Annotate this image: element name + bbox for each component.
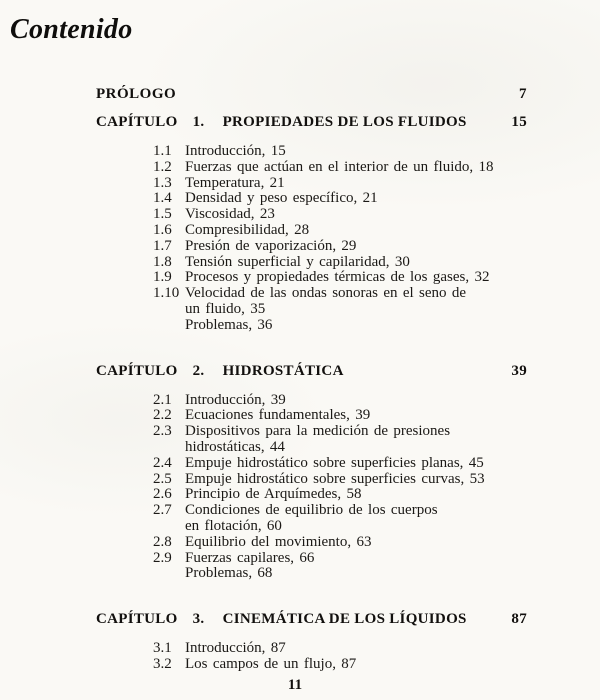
section-number: 2.5	[153, 470, 172, 487]
section-title-line: Los campos de un flujo, 87	[185, 655, 357, 672]
section-title	[185, 566, 527, 582]
toc-entry	[153, 393, 527, 409]
section-number	[153, 566, 185, 582]
section-title-line: en flotación, 60	[185, 517, 282, 534]
section-title	[185, 487, 527, 503]
section-number: 2.9	[153, 549, 172, 566]
section-title	[185, 191, 527, 207]
section-number: 2.7	[153, 502, 172, 519]
toc-entry	[153, 270, 527, 286]
section-title	[185, 207, 527, 223]
section-title-line: Problemas, 68	[185, 565, 273, 582]
section-number: 1.7	[153, 237, 172, 254]
toc-entry	[153, 503, 527, 535]
chapter-heading	[96, 611, 527, 627]
section-title-line: Problemas, 36	[185, 316, 273, 333]
toc-entry	[153, 657, 527, 673]
toc-entry	[153, 223, 527, 239]
section-title-line: Empuje hidrostático sobre superficies planas, 45	[185, 454, 484, 471]
section-title-line: Viscosidad, 23	[185, 206, 275, 223]
toc-entry	[153, 144, 527, 160]
chapter-page-number: 87	[511, 611, 527, 628]
section-title-line: Temperatura, 21	[185, 174, 285, 191]
chapter-block	[96, 363, 527, 583]
section-title	[185, 472, 527, 488]
chapter-list	[96, 114, 527, 673]
section-number: 1.3	[153, 174, 172, 191]
section-title-line: Condiciones de equilibrio de los cuerpos	[185, 502, 438, 519]
section-title-line: Presión de vaporización, 29	[185, 237, 357, 254]
chapter-label: CAPÍTULO	[96, 611, 178, 628]
section-title-line: Velocidad de las ondas sonoras en el seno de	[185, 285, 467, 302]
section-title	[185, 160, 527, 176]
section-title-line: un fluido, 35	[185, 300, 266, 317]
section-title	[185, 176, 527, 192]
chapter-label: CAPÍTULO	[96, 362, 178, 379]
section-title-line: Dispositivos para la medición de presiones	[185, 423, 451, 440]
section-title-line: Fuerzas que actúan en el interior de un fluido, 18	[185, 158, 494, 175]
toc-entry	[153, 456, 527, 472]
section-title	[185, 239, 527, 255]
toc-entry	[153, 551, 527, 567]
section-title-line: Principio de Arquímedes, 58	[185, 486, 362, 503]
section-number: 2.1	[153, 391, 172, 408]
section-number: 2.8	[153, 533, 172, 550]
section-number: 1.9	[153, 269, 172, 286]
section-number: 2.3	[153, 423, 172, 440]
chapter-title: CINEMÁTICA DE LOS LÍQUIDOS	[222, 611, 467, 628]
chapter-label: CAPÍTULO	[96, 114, 178, 130]
section-title-line: hidrostáticas, 44	[185, 438, 285, 455]
section-title	[185, 408, 527, 424]
section-number	[153, 318, 185, 334]
section-title	[185, 535, 527, 551]
chapter-number: 2.	[192, 362, 205, 379]
section-number: 2.2	[153, 407, 172, 424]
section-title	[185, 456, 527, 472]
chapter-title: PROPIEDADES DE LOS FLUIDOS	[222, 114, 467, 130]
section-number: 2.6	[153, 486, 172, 503]
section-title-line: Introducción, 87	[185, 640, 286, 657]
chapter-number: 1.	[192, 114, 205, 130]
section-title-line: Introducción, 39	[185, 391, 286, 408]
toc-entry	[153, 286, 527, 318]
toc-entry	[153, 641, 527, 657]
section-number: 3.1	[153, 640, 172, 657]
toc-entry	[153, 239, 527, 255]
chapter-block	[96, 114, 527, 334]
section-title	[185, 144, 527, 160]
section-title-line: Ecuaciones fundamentales, 39	[185, 407, 371, 424]
section-number: 1.4	[153, 190, 172, 207]
section-title	[185, 270, 527, 286]
section-number: 1.5	[153, 206, 172, 223]
chapter-heading	[96, 114, 527, 130]
section-list	[96, 393, 527, 583]
section-title-line: Empuje hidrostático sobre superficies curvas, 53	[185, 470, 485, 487]
toc-entry	[153, 176, 527, 192]
section-number: 1.10	[153, 285, 180, 302]
section-number: 1.6	[153, 221, 172, 238]
section-number: 1.1	[153, 143, 172, 159]
toc-entry	[153, 318, 527, 334]
folio-page-number: 11	[287, 677, 303, 693]
toc-entry	[153, 408, 527, 424]
toc-entry	[153, 487, 527, 503]
section-number: 1.8	[153, 253, 172, 270]
section-title-line: Equilibrio del movimiento, 63	[185, 533, 372, 550]
toc-entry	[153, 424, 527, 456]
section-number: 3.2	[153, 655, 172, 672]
section-title-line: Compresibilidad, 28	[185, 221, 310, 238]
toc-entry	[153, 535, 527, 551]
section-title	[185, 286, 527, 318]
prologue-label: PRÓLOGO	[96, 86, 177, 102]
toc-entry	[153, 472, 527, 488]
chapter-heading	[96, 363, 527, 379]
toc-entry	[153, 160, 527, 176]
toc-entry	[153, 207, 527, 223]
chapter-number: 3.	[192, 611, 205, 628]
chapter-page-number: 15	[511, 114, 527, 130]
prologue-entry	[96, 86, 527, 102]
prologue-page-number: 7	[519, 86, 527, 102]
section-title	[185, 255, 527, 271]
section-number: 2.4	[153, 454, 172, 471]
section-title	[185, 657, 527, 673]
chapter-page-number: 39	[511, 362, 527, 379]
toc-entry	[153, 255, 527, 271]
section-title	[185, 641, 527, 657]
page-title: Contenido	[10, 14, 133, 45]
chapter-block	[96, 611, 527, 673]
section-title	[185, 503, 527, 535]
chapter-title: HIDROSTÁTICA	[222, 362, 344, 379]
table-of-contents	[96, 86, 527, 673]
section-title	[185, 424, 527, 456]
section-title-line: Fuerzas capilares, 66	[185, 549, 315, 566]
section-title	[185, 393, 527, 409]
section-title-line: Tensión superficial y capilaridad, 30	[185, 253, 410, 270]
toc-entry	[153, 191, 527, 207]
toc-entry	[153, 566, 527, 582]
section-title-line: Densidad y peso específico, 21	[185, 190, 378, 207]
section-title	[185, 223, 527, 239]
section-list	[96, 144, 527, 334]
section-title	[185, 318, 527, 334]
section-number: 1.2	[153, 158, 172, 175]
section-list	[96, 641, 527, 673]
section-title	[185, 551, 527, 567]
section-title-line: Procesos y propiedades térmicas de los gases, 32	[185, 269, 490, 286]
section-title-line: Introducción, 15	[185, 143, 286, 159]
